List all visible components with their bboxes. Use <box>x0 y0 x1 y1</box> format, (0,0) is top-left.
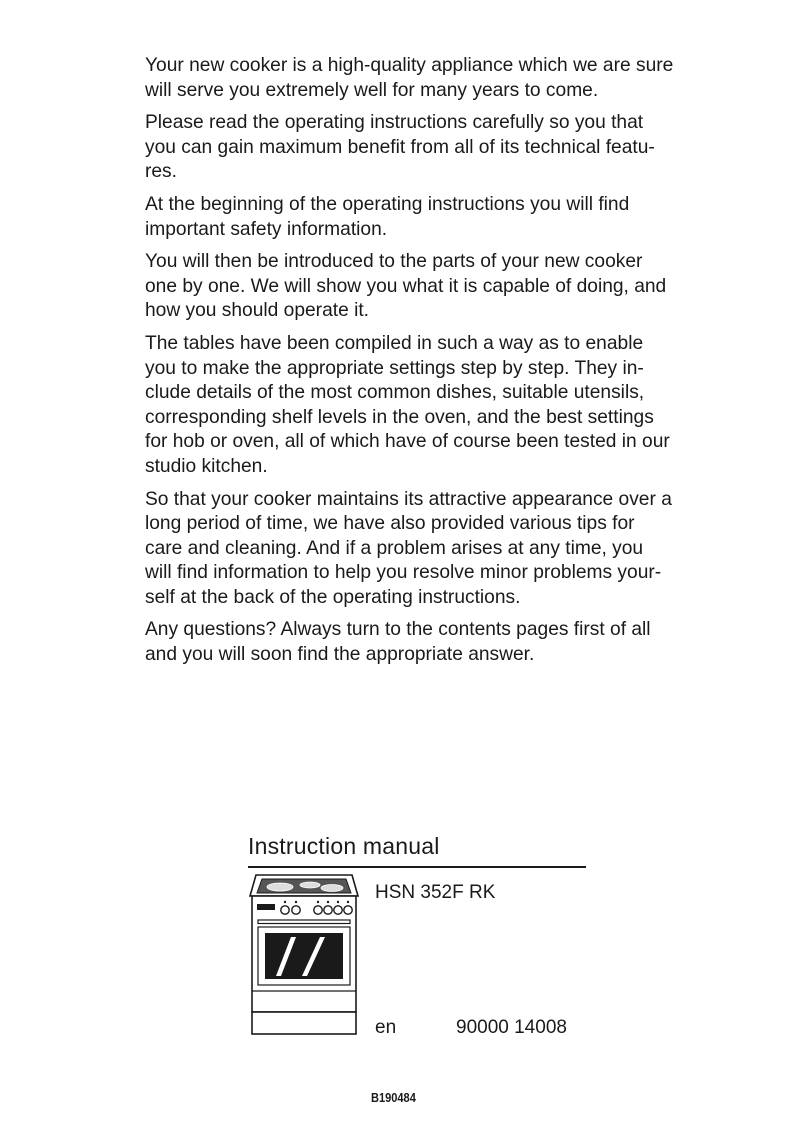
intro-paragraph: You will then be introduced to the parts of your new cooker one by one. We will show you what it is capable of doing, and how you should operate it. <box>145 251 667 322</box>
intro-paragraph: Your new cooker is a high-quality appliance which we are sure will serve you extremely well for many years to come. <box>145 55 674 101</box>
print-code: B190484 <box>371 1090 416 1105</box>
document-number: 90000 14008 <box>456 1017 567 1038</box>
intro-paragraph: Any questions? Always turn to the contents pages first of all and you will soon find the appropriate answer. <box>145 619 651 666</box>
intro-paragraph: Please read the operating instructions carefully so you that you can gain maximum benefit from all of its technical featu-res. <box>145 112 655 183</box>
language-code: en <box>375 1017 397 1038</box>
cooker-icon <box>248 874 360 1036</box>
manual-title: Instruction manual <box>248 833 440 859</box>
intro-paragraph: So that your cooker maintains its attractive appearance over a long period of time, we have also provided various tips for care and cleaning. And if a problem arises at any time, you will find information to help you resolve minor problems your-self at the back of the operating instructions. <box>145 488 672 608</box>
title-divider <box>248 866 586 868</box>
intro-paragraph: At the beginning of the operating instructions you will find important safety information. <box>145 193 630 240</box>
model-number: HSN 352F RK <box>375 882 496 903</box>
intro-text <box>145 54 675 676</box>
intro-paragraph: The tables have been compiled in such a way as to enable you to make the appropriate settings step by step. They in-clude details of the most common dishes, suitable utensils, corresponding shelf levels in the oven, and the best settings for hob or oven, all of which have of course been tested in our studio kitchen. <box>145 332 670 477</box>
